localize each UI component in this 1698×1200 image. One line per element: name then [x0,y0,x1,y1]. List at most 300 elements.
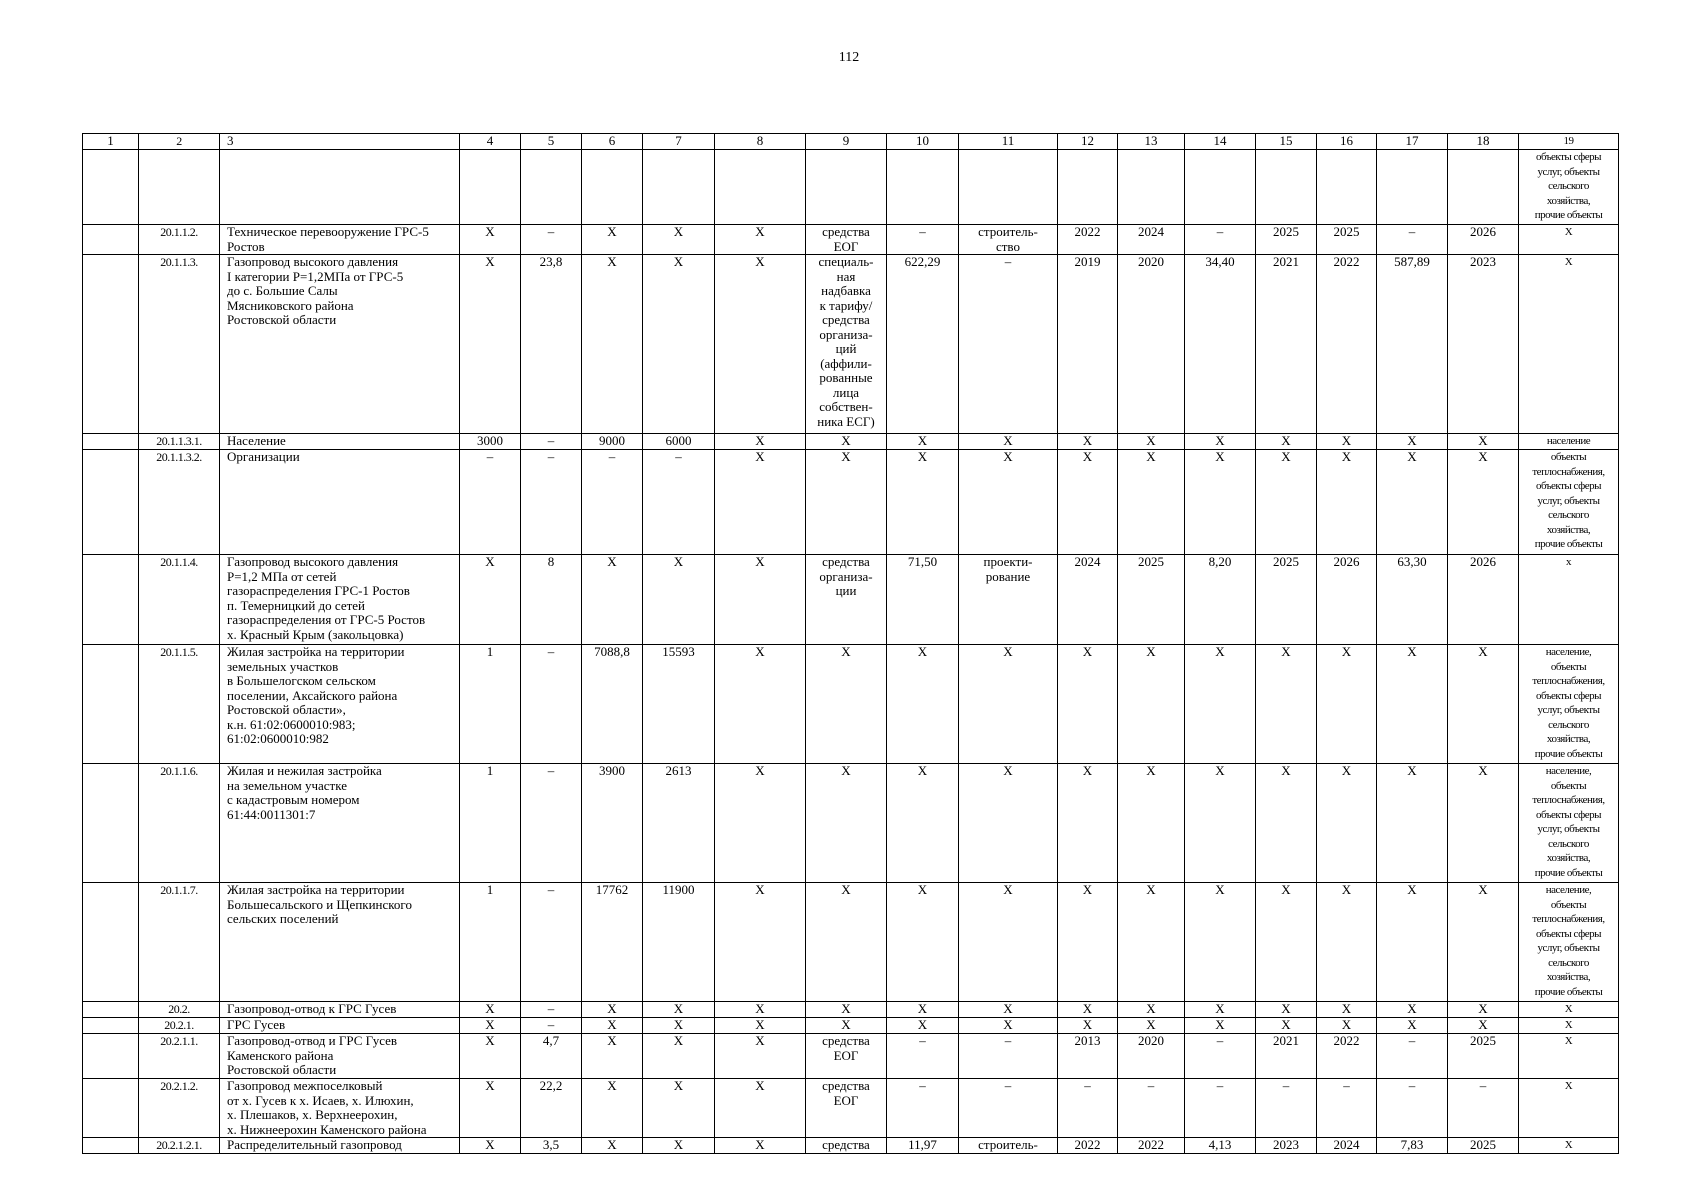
table-cell: Газопровод-отвод к ГРС Гусев [220,1002,460,1018]
table-cell: 34,40 [1185,255,1256,434]
table-cell: Организации [220,450,460,555]
column-number-cell: 18 [1448,134,1519,150]
table-cell: 71,50 [887,555,959,645]
table-cell: Х [1448,764,1519,883]
table-cell: Х [959,1002,1058,1018]
table-cell: Жилая и нежилая застройка на земельном участке с кадастровым номером 61:44:0011301:7 [220,764,460,883]
table-cell: Х [1448,645,1519,764]
table-cell: Х [1118,883,1185,1002]
table-row [83,1138,1619,1154]
table-cell: – [521,883,582,1002]
table-cell: Х [806,1002,887,1018]
table-cell: Х [1519,1018,1619,1034]
table-cell: Х [1377,1002,1448,1018]
table-cell [83,555,139,645]
table-cell: Х [1256,764,1317,883]
table-row [83,883,1619,1002]
table-cell: 20.2. [139,1002,220,1018]
table-cell: 2025 [1448,1138,1519,1154]
table-cell: – [1185,1034,1256,1079]
table-cell: – [582,450,643,555]
table-cell: Х [460,1002,521,1018]
table-cell: Техническое перевооружение ГРС-5 Ростов [220,225,460,255]
table-cell: Х [1519,1002,1619,1018]
table-cell [1058,150,1118,225]
table-cell: Х [582,1018,643,1034]
table-cell: Х [643,1018,715,1034]
table-cell: Х [887,764,959,883]
table-cell: Х [1377,764,1448,883]
investment-table [82,133,1619,1154]
table-cell: Х [1256,883,1317,1002]
table-cell: Х [715,764,806,883]
table-cell: 2022 [1317,255,1377,434]
table-cell: Х [1377,883,1448,1002]
table-cell [521,150,582,225]
table-cell: Х [1519,225,1619,255]
table-cell: Х [959,883,1058,1002]
table-cell: Х [715,434,806,450]
table-cell: – [887,225,959,255]
table-cell: Х [1118,450,1185,555]
table-cell: Х [887,1002,959,1018]
table-cell: средства ЕОГ [806,1034,887,1079]
table-cell: – [643,450,715,555]
table-cell: – [521,450,582,555]
table-cell: 2024 [1118,225,1185,255]
table-cell: Х [582,1034,643,1079]
table-cell: 2021 [1256,1034,1317,1079]
table-cell: Х [887,434,959,450]
table-cell: Х [715,450,806,555]
table-cell: Газопровод-отвод и ГРС Гусев Каменского района Ростовской области [220,1034,460,1079]
table-cell: Х [715,1002,806,1018]
table-cell: Х [1058,450,1118,555]
table-cell [220,150,460,225]
column-number-cell: 5 [521,134,582,150]
table-cell [806,150,887,225]
table-cell [83,255,139,434]
table-cell: 11,97 [887,1138,959,1154]
table-cell: Х [715,1034,806,1079]
table-cell: Х [1317,764,1377,883]
table-cell: Газопровод высокого давления Р=1,2 МПа от сетей газораспределения ГРС-1 Ростов п. Темерницкий до сетей газораспределения от ГРС-5 Ростов х. Красный Крым (закольцовка) [220,555,460,645]
table-cell [139,150,220,225]
table-cell: средства ЕОГ [806,225,887,255]
table-cell: Х [582,1138,643,1154]
table-cell: Х [1118,1002,1185,1018]
table-cell: Население [220,434,460,450]
table-row [83,1002,1619,1018]
table-cell: Х [460,555,521,645]
table-cell [83,450,139,555]
table-cell: – [521,764,582,883]
table-cell [959,150,1058,225]
table-cell: Х [460,1018,521,1034]
table-cell: Х [806,1018,887,1034]
table-cell: Х [643,225,715,255]
table-cell: Х [1519,1034,1619,1079]
table-cell: Х [1448,434,1519,450]
column-number-cell: 15 [1256,134,1317,150]
table-cell: 2024 [1317,1138,1377,1154]
table-cell: Х [1519,1079,1619,1138]
table-cell: 3,5 [521,1138,582,1154]
page-number: 112 [838,50,860,65]
table-cell: Х [460,255,521,434]
table-cell: Х [1256,645,1317,764]
column-number-cell: 7 [643,134,715,150]
table-cell: 3900 [582,764,643,883]
table-cell: 2020 [1118,1034,1185,1079]
table-cell: – [1377,1079,1448,1138]
table-cell: Х [1377,434,1448,450]
table-cell: – [959,1034,1058,1079]
table-cell: – [1448,1079,1519,1138]
table-cell: Х [460,1079,521,1138]
column-number-cell: 17 [1377,134,1448,150]
table-cell: Х [1118,764,1185,883]
table-cell: население, объекты теплоснабжения, объекты сферы услуг, объекты сельского хозяйства, прочие объекты [1519,645,1619,764]
table-cell: 1 [460,645,521,764]
table-cell [83,764,139,883]
column-number-cell: 8 [715,134,806,150]
column-number-cell: 11 [959,134,1058,150]
table-cell: 622,29 [887,255,959,434]
table-cell: – [1256,1079,1317,1138]
table-cell: Х [1519,1138,1619,1154]
table-cell: 20.1.1.2. [139,225,220,255]
table-cell: Х [582,555,643,645]
table-cell: Х [643,555,715,645]
table-cell: 7,83 [1377,1138,1448,1154]
table-cell: Х [1118,1018,1185,1034]
table-cell: – [1377,1034,1448,1079]
table-cell: 2025 [1118,555,1185,645]
table-cell: Х [715,225,806,255]
table-cell: 1 [460,883,521,1002]
table-cell [83,1002,139,1018]
table-cell: Х [1377,450,1448,555]
table-cell: – [1118,1079,1185,1138]
column-number-cell: 4 [460,134,521,150]
table-cell [83,1079,139,1138]
table-cell: Х [1256,434,1317,450]
table-cell: Х [1185,764,1256,883]
table-cell: Х [887,450,959,555]
table-cell: 2022 [1118,1138,1185,1154]
column-number-cell: 16 [1317,134,1377,150]
column-number-cell: 19 [1519,134,1619,150]
table-cell [83,225,139,255]
table-cell: – [959,255,1058,434]
table-cell [643,150,715,225]
table-cell: Х [1118,434,1185,450]
table-cell: Х [959,645,1058,764]
column-number-cell: 10 [887,134,959,150]
table-cell: Х [1448,450,1519,555]
table-cell: – [521,1018,582,1034]
table-cell: – [521,434,582,450]
table-cell: 2022 [1058,1138,1118,1154]
table-cell: Х [1185,1002,1256,1018]
table-cell: 20.2.1.2. [139,1079,220,1138]
table-cell: 1 [460,764,521,883]
table-cell [1185,150,1256,225]
table-cell [715,150,806,225]
table-cell: Х [1317,450,1377,555]
table-cell: Х [1377,645,1448,764]
table-cell: Х [959,434,1058,450]
table-cell: Х [1058,434,1118,450]
table-cell: Х [1317,434,1377,450]
table-cell: Х [715,1138,806,1154]
table-cell: 20.1.1.5. [139,645,220,764]
table-cell [83,150,139,225]
table-cell: Х [582,1079,643,1138]
table-cell: Жилая застройка на территории земельных участков в Большелогском сельском поселении, Аксайского района Ростовской области», к.н. 61:02:0600010:983; 61:02:0600010:982 [220,645,460,764]
table-cell: 8,20 [1185,555,1256,645]
table-row [83,555,1619,645]
table-cell: Х [806,764,887,883]
table-row [83,150,1619,225]
table-cell [460,150,521,225]
table-cell: Х [1058,645,1118,764]
table-cell: население [1519,434,1619,450]
table-cell: 20.2.1.2.1. [139,1138,220,1154]
table-cell: 2025 [1256,555,1317,645]
table-cell: специаль- ная надбавка к тарифу/ средства организа- ций (аффили- рованные лица собствен- ника ЕСГ) [806,255,887,434]
table-cell: 587,89 [1377,255,1448,434]
table-cell: 7088,8 [582,645,643,764]
table-cell: 2022 [1058,225,1118,255]
table-cell: 15593 [643,645,715,764]
table-row [83,434,1619,450]
table-cell: Х [1185,883,1256,1002]
table-cell: – [1058,1079,1118,1138]
column-number-cell: 6 [582,134,643,150]
table-cell: 22,2 [521,1079,582,1138]
table-cell: 2019 [1058,255,1118,434]
table-cell: Х [715,1018,806,1034]
table-cell: население, объекты теплоснабжения, объекты сферы услуг, объекты сельского хозяйства, прочие объекты [1519,764,1619,883]
table-cell: Х [887,883,959,1002]
table-cell: Х [1256,1002,1317,1018]
table-row [83,1018,1619,1034]
table-cell: Х [715,555,806,645]
table-cell: Х [1118,645,1185,764]
table-cell: Х [1256,1018,1317,1034]
table-cell: 2023 [1448,255,1519,434]
table-cell: ГРС Гусев [220,1018,460,1034]
table-cell: 4,7 [521,1034,582,1079]
table-cell: 2013 [1058,1034,1118,1079]
table-cell: – [1317,1079,1377,1138]
table-cell: 2025 [1317,225,1377,255]
table-cell: Х [715,883,806,1002]
table-row [83,450,1619,555]
table-cell: Х [715,645,806,764]
table-cell: 8 [521,555,582,645]
table-body [83,134,1619,1154]
table-cell: Х [1317,883,1377,1002]
table-cell: население, объекты теплоснабжения, объекты сферы услуг, объекты сельского хозяйства, прочие объекты [1519,883,1619,1002]
table-cell: Распределительный газопровод [220,1138,460,1154]
table-cell: Х [1185,450,1256,555]
table-cell: Х [959,1018,1058,1034]
table-cell: Х [959,764,1058,883]
table-cell [83,1018,139,1034]
table-cell: 17762 [582,883,643,1002]
table-cell: Х [1377,1018,1448,1034]
column-number-cell: 3 [220,134,460,150]
table-cell: Х [643,1138,715,1154]
table-cell: Х [806,450,887,555]
column-number-cell: 13 [1118,134,1185,150]
table-cell: 20.1.1.3.1. [139,434,220,450]
table-row [83,1079,1619,1138]
table-cell: Жилая застройка на территории Большесальского и Щепкинского сельских поселений [220,883,460,1002]
table-cell: – [1185,1079,1256,1138]
table-cell: 9000 [582,434,643,450]
table-cell: – [521,1002,582,1018]
table-cell: Х [887,645,959,764]
table-cell: 20.2.1.1. [139,1034,220,1079]
table-cell [1377,150,1448,225]
table-cell: Х [715,255,806,434]
table-cell: 2026 [1317,555,1377,645]
table-cell: 2022 [1317,1034,1377,1079]
table-cell [83,1138,139,1154]
table-cell: 20.1.1.4. [139,555,220,645]
table-cell [83,1034,139,1079]
table-cell: 2021 [1256,255,1317,434]
table-cell: Х [1317,1002,1377,1018]
table-cell [582,150,643,225]
table-cell: Х [1317,1018,1377,1034]
table-cell: 20.2.1. [139,1018,220,1034]
table-row [83,225,1619,255]
table-cell: объекты сферы услуг, объекты сельского хозяйства, прочие объекты [1519,150,1619,225]
table-cell: – [887,1079,959,1138]
table-cell: объекты теплоснабжения, объекты сферы услуг, объекты сельского хозяйства, прочие объекты [1519,450,1619,555]
table-row [83,255,1619,434]
table-cell: Х [643,1034,715,1079]
table-cell: Х [1448,883,1519,1002]
table-cell [1448,150,1519,225]
table-row [83,1034,1619,1079]
table-cell: строитель- [959,1138,1058,1154]
table-cell: 2025 [1448,1034,1519,1079]
table-cell: Х [887,1018,959,1034]
table-cell [83,645,139,764]
table-cell: Х [1185,1018,1256,1034]
table-cell: Х [1317,645,1377,764]
table-cell: Х [1058,1018,1118,1034]
table-cell: Газопровод межпоселковый от х. Гусев к х. Исаев, х. Илюхин, х. Плешаков, х. Верхнеерохин, х. Нижнеерохин Каменского района [220,1079,460,1138]
table-cell [1317,150,1377,225]
table-cell: Х [715,1079,806,1138]
table-cell: Газопровод высокого давления I категории Р=1,2МПа от ГРС-5 до с. Большие Салы Мясниковского района Ростовской области [220,255,460,434]
table-cell: 2023 [1256,1138,1317,1154]
table-cell: Х [643,255,715,434]
table-cell: средства [806,1138,887,1154]
table-cell: 20.1.1.3.2. [139,450,220,555]
table-cell: проекти- рование [959,555,1058,645]
table-cell: 20.1.1.7. [139,883,220,1002]
column-number-cell: 14 [1185,134,1256,150]
table-cell: 2026 [1448,555,1519,645]
table-cell: Х [1185,645,1256,764]
table-cell: Х [806,883,887,1002]
table-cell: Х [1448,1018,1519,1034]
table-cell: Х [582,255,643,434]
table-cell: 20.1.1.3. [139,255,220,434]
table-cell: – [521,645,582,764]
header-row [83,134,1619,150]
table-cell: средства ЕОГ [806,1079,887,1138]
table-cell: Х [1058,1002,1118,1018]
table-row [83,764,1619,883]
table-cell: Х [806,434,887,450]
table-cell: Х [1448,1002,1519,1018]
table-cell: 3000 [460,434,521,450]
table-cell: – [1377,225,1448,255]
table-cell: Х [1058,764,1118,883]
table-cell: – [460,450,521,555]
table-cell: Х [643,1079,715,1138]
table-cell: Х [643,1002,715,1018]
table-cell: Х [1058,883,1118,1002]
table-cell: 2020 [1118,255,1185,434]
table-cell: средства организа- ции [806,555,887,645]
table-cell: Х [1185,434,1256,450]
table-cell: Х [959,450,1058,555]
table-cell: – [959,1079,1058,1138]
table-cell: 20.1.1.6. [139,764,220,883]
table-cell [887,150,959,225]
column-number-cell: 1 [83,134,139,150]
table-cell: – [521,225,582,255]
table-cell [1256,150,1317,225]
table-cell: 2025 [1256,225,1317,255]
column-number-cell: 12 [1058,134,1118,150]
table-cell: х [1519,555,1619,645]
column-number-cell: 9 [806,134,887,150]
table-cell [83,883,139,1002]
table-cell: Х [806,645,887,764]
table-cell: Х [460,225,521,255]
table-cell: – [1185,225,1256,255]
table-cell: 2024 [1058,555,1118,645]
table-cell: 4,13 [1185,1138,1256,1154]
table-cell: 2613 [643,764,715,883]
table-cell: Х [1256,450,1317,555]
table-cell [83,434,139,450]
table-cell: строитель- ство [959,225,1058,255]
table-cell: Х [582,1002,643,1018]
table-cell: – [887,1034,959,1079]
column-number-cell: 2 [139,134,220,150]
table-cell: Х [460,1138,521,1154]
table-cell: Х [582,225,643,255]
table-cell: 23,8 [521,255,582,434]
table-cell: 11900 [643,883,715,1002]
table-row [83,645,1619,764]
table-cell: Х [460,1034,521,1079]
table-cell: Х [1519,255,1619,434]
table-cell: 63,30 [1377,555,1448,645]
